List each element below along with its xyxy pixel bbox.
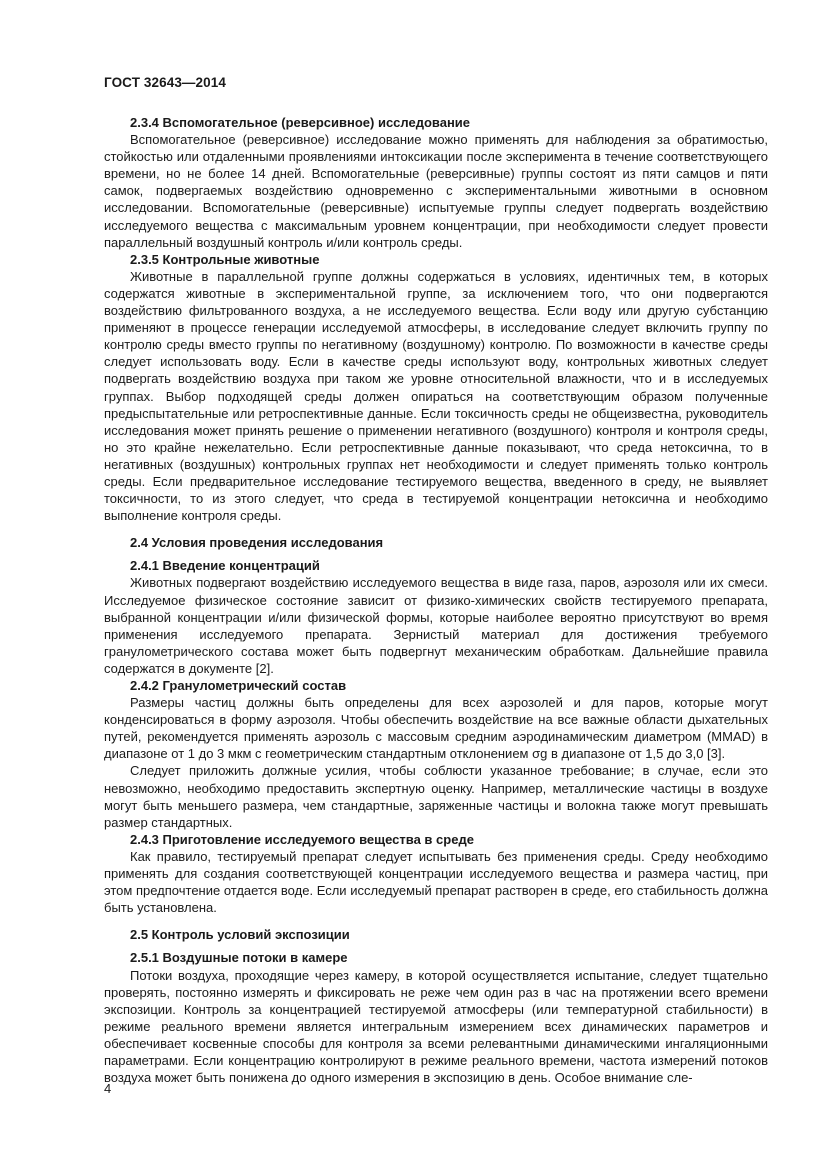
- page-number: 4: [104, 1081, 112, 1096]
- paragraph: Размеры частиц должны быть определены для всех аэрозолей и для паров, которые могут конденсироваться в форму аэрозоля. Чтобы обеспечить воздействие на все важные области дыхательных путей, рекомендуется применять аэрозоль с массовым средним аэродинамическим диаметром (MMAD) в диапазоне от 1 до 3 мкм с геометрическим стандартным отклонением σg в диапазоне от 1,5 до 3,0 [3].: [104, 695, 768, 762]
- section-heading-2-4-3: 2.4.3 Приготовление исследуемого вещества в среде: [130, 831, 474, 847]
- paragraph: Животных подвергают воздействию исследуемого вещества в виде газа, паров, аэрозоля или их смеси. Исследуемое физическое состояние зависит от физико-химических свойств тестируемого препарата, выбранной концентрации и/или физической формы, которые наиболее вероятно присутствуют во время применения исследуемого препарата. Зернистый материал для достижения требуемого гранулометрического состава может быть подвергнут механическим обработкам. Дальнейшие правила содержатся в документе [2].: [104, 575, 768, 676]
- document-header: ГОСТ 32643—2014: [104, 75, 226, 90]
- section-heading-2-4-2: 2.4.2 Гранулометрический состав: [130, 678, 347, 693]
- section-heading-2-3-5: 2.3.5 Контрольные животные: [130, 251, 320, 267]
- paragraph: Потоки воздуха, проходящие через камеру, в которой осуществляется испытание, следует тщательно проверять, постоянно измерять и фиксировать не реже чем один раз в час на протяжении всего времени экспозиции. Контроль за концентрацией тестируемой атмосферы (или температурной стабильности) в режиме реального времени является интегральным измерением всех динамических параметров и обеспечивает косвенные способы для контроля за всеми релевантными динамическими ингаляционными параметрами. Если концентрацию контролируют в режиме реального времени, частота измерений потоков воздуха может быть понижена до одного измерения в экспозицию в день. Особое внимание сле-: [104, 967, 768, 1086]
- section-heading-2-3-4: 2.3.4 Вспомогательное (реверсивное) исследование: [130, 115, 471, 130]
- paragraph: Следует приложить должные усилия, чтобы соблюсти указанное требование; в случае, если это невозможно, необходимо предоставить экспертную оценку. Например, металлические частицы в воздухе могут быть меньшего размера, чем стандартные, заряженные частицы и волокна также могут превышать размер стандартных.: [104, 763, 768, 830]
- document-body: [104, 114, 768, 1086]
- section-heading-2-5: 2.5 Контроль условий экспозиции: [130, 927, 350, 943]
- paragraph: Животные в параллельной группе должны содержаться в условиях, идентичных тем, в которых содержатся животные в экспериментальной группе, за исключением того, что они подвергаются воздействию фильтрованного воздуха, а не исследуемого вещества. Если воду или другую субстанцию применяют в процессе генерации исследуемой атмосферы, в исследование следует включить группу по контролю среды вместо группы по негативному (воздушному) контролю. По возможности в качестве среды следует использовать воду. Если в качестве среды используют воду, контрольных животных следует подвергать воздействию воздуха при таком же уровне относительной влажности, что и в исследуемых группах. Выбор подходящей среды должен опираться на соответствующим образом полученные предыспытательные или ретроспективные данные. Если токсичность среды не общеизвестна, руководитель исследования может принять решение о применении негативного (воздушного) контроля и контроля среды, но это крайне нежелательно. Если ретроспективные данные показывают, что среда нетоксична, то в негативных (воздушных) контрольных группах нет необходимости и следует применять только контроль среды. Если предварительное исследование тестируемого вещества, введенного в среду, не выявляет токсичности, то из этого следует, что среда в тестируемой концентрации нетоксична и необходимо выполнение контроля среды.: [104, 268, 768, 524]
- section-heading-2-4-1: 2.4.1 Введение концентраций: [130, 558, 320, 574]
- section-heading-2-4: 2.4 Условия проведения исследования: [130, 535, 384, 551]
- paragraph: Вспомогательное (реверсивное) исследование можно применять для наблюдения за обратимостью, стойкостью или отдаленными проявлениями интоксикации после эксперимента в течение соответствующего времени, но не более 14 дней. Вспомогательные (реверсивные) группы состоят из пяти самцов и пяти самок, подвергаемых воздействию одновременно с экспериментальными животными в основном исследовании. Вспомогательные (реверсивные) испытуемые группы следует подвергать воздействию исследуемого вещества с максимальным уровнем концентрации, при необходимости следует провести параллельный воздушный контроль и/или контроль среды.: [104, 132, 768, 250]
- paragraph: Как правило, тестируемый препарат следует испытывать без применения среды. Среду необходимо применять для создания соответствующей концентрации исследуемого вещества и размера частиц, при этом предпочтение отдается воде. Если исследуемый препарат растворен в среде, его стабильность должна быть установлена.: [104, 848, 768, 916]
- section-heading-2-5-1: 2.5.1 Воздушные потоки в камере: [130, 950, 348, 966]
